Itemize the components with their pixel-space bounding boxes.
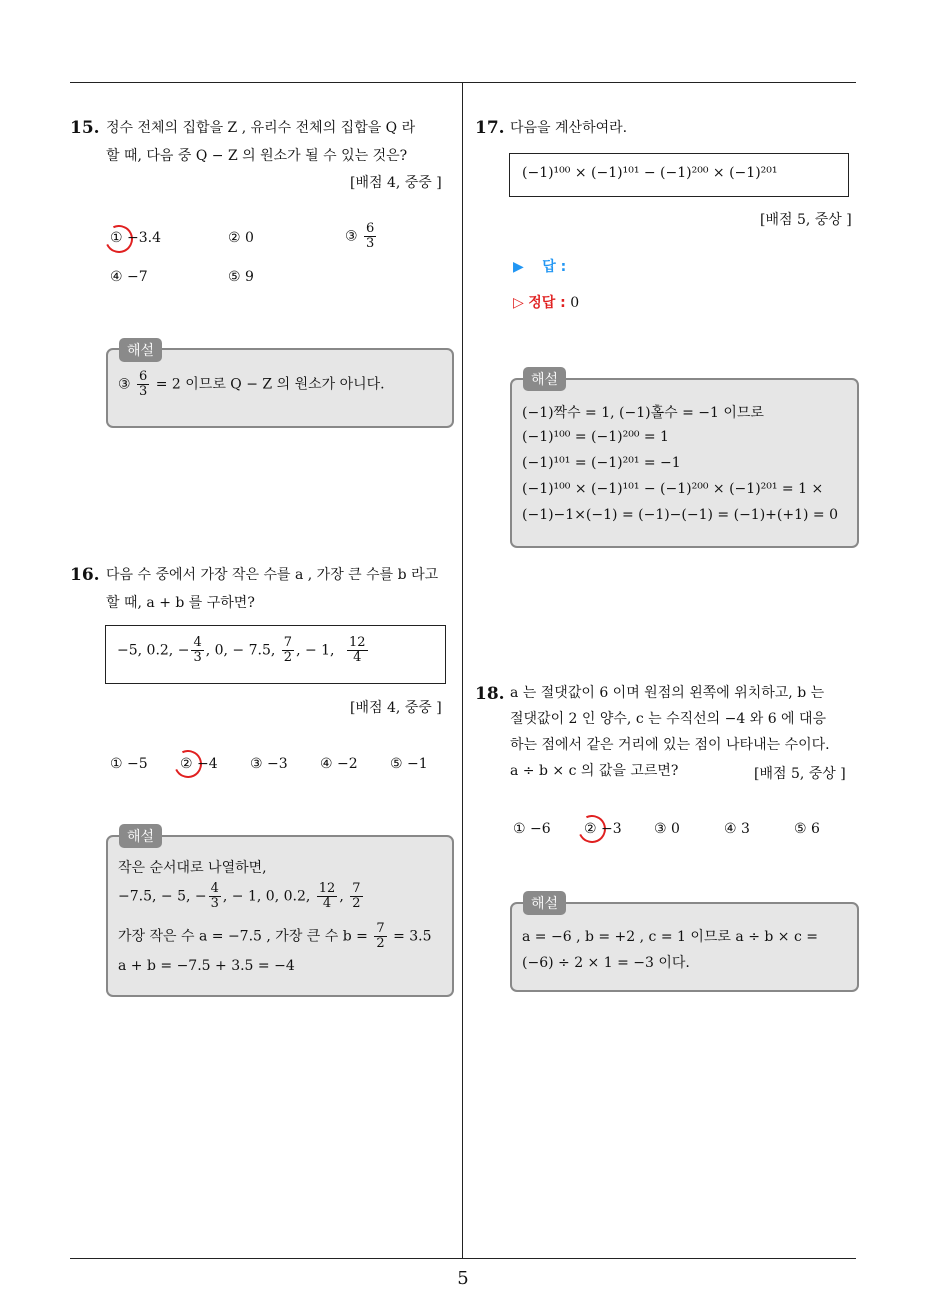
q17-number: 17. <box>475 118 505 138</box>
fraction <box>191 636 203 665</box>
text: , − 1, 0, 0.2, <box>222 888 311 905</box>
correct-label: 정답 : <box>528 295 566 311</box>
q15-option-3-fraction <box>364 222 376 251</box>
frac-num: 12 <box>348 635 366 650</box>
frac-den: 3 <box>139 384 148 399</box>
fraction <box>347 636 368 665</box>
fraction <box>282 636 294 665</box>
frac-num: 7 <box>283 635 293 650</box>
q16-line1: 다음 수 중에서 가장 작은 수를 a , 가장 큰 수를 b 라고 <box>106 567 439 583</box>
q18-option-3[interactable]: ③ 0 <box>654 821 680 837</box>
q15-line1: 정수 전체의 집합을 Z , 유리수 전체의 집합을 Q 라 <box>106 120 416 136</box>
frac-den: 2 <box>283 650 293 665</box>
q15-option-1[interactable]: ① −3.4 <box>110 230 161 246</box>
text: = 3.5 <box>393 928 432 945</box>
q15-option-2[interactable]: ② 0 <box>228 230 254 246</box>
text: −7.5, − 5, − <box>118 888 207 905</box>
q18-solution-tag: 해설 <box>523 891 566 915</box>
q18-solution-box <box>510 902 859 992</box>
q16-solution-line1: 작은 순서대로 나열하면, <box>118 860 267 876</box>
page-number: 5 <box>457 1268 469 1289</box>
q16-line2: 할 때, a + b 를 구하면? <box>106 595 255 611</box>
q15-line2: 할 때, 다음 중 Q − Z 의 원소가 될 수 있는 것은? <box>106 148 408 164</box>
fraction <box>374 922 386 951</box>
frac-den: 3 <box>193 650 202 665</box>
q16-option-3[interactable]: ③ −3 <box>250 756 288 772</box>
q17-solution-line4: (−1)¹⁰⁰ × (−1)¹⁰¹ − (−1)²⁰⁰ × (−1)²⁰¹ = 1 × <box>522 481 824 497</box>
q18-option-5[interactable]: ⑤ 6 <box>794 821 820 837</box>
q16-option-2[interactable]: ② −4 <box>180 756 218 772</box>
sol-fraction <box>137 370 149 399</box>
frac-den: 4 <box>353 650 362 665</box>
frac-den: 2 <box>352 896 361 911</box>
bottom-rule <box>70 1258 856 1259</box>
text: 가장 작은 수 a = −7.5 , 가장 큰 수 b = <box>118 928 368 945</box>
frac-num: 6 <box>139 369 148 384</box>
q18-option-4[interactable]: ④ 3 <box>724 821 750 837</box>
play-icon: ▶ <box>513 259 524 275</box>
q17-solution-line5: (−1)−1×(−1) = (−1)−(−1) = (−1)+(+1) = 0 <box>522 507 838 523</box>
q16-option-4[interactable]: ④ −2 <box>320 756 358 772</box>
q16-solution-line2 <box>118 882 365 911</box>
q16-solution-line4: a + b = −7.5 + 3.5 = −4 <box>118 958 295 974</box>
q15-score: [배점 4, 중중 ] <box>350 175 442 191</box>
q15-solution-line <box>118 370 385 399</box>
q15-option-3[interactable] <box>345 222 378 251</box>
q15-number: 15. <box>70 118 100 138</box>
q18-number: 18. <box>475 684 505 704</box>
column-divider <box>462 83 463 1258</box>
fraction <box>350 882 362 911</box>
q16-number: 16. <box>70 565 100 585</box>
q16-number-list <box>117 636 370 665</box>
q18-line4: a ÷ b × c 의 값을 고르면? <box>510 763 679 779</box>
q17-answer-row <box>513 256 566 276</box>
q16-option-5[interactable]: ⑤ −1 <box>390 756 428 772</box>
fraction <box>209 882 221 911</box>
q18-line3: 하는 점에서 같은 거리에 있는 점이 나타내는 수이다. <box>510 737 830 753</box>
frac-den: 3 <box>210 896 219 911</box>
q15-solution-tag: 해설 <box>119 338 162 362</box>
frac-num: 12 <box>318 881 336 896</box>
q18-line1: a 는 절댓값이 6 이며 원점의 왼쪽에 위치하고, b 는 <box>510 685 825 701</box>
text: , <box>339 888 344 905</box>
correct-value: 0 <box>570 295 580 311</box>
q15-option-5[interactable]: ⑤ 9 <box>228 269 254 285</box>
text: −5, 0.2, − <box>117 642 190 659</box>
text: , − 1, <box>296 642 335 659</box>
frac-den: 3 <box>366 236 375 251</box>
q17-solution-line1: (−1)짝수 = 1, (−1)홀수 = −1 이므로 <box>522 405 764 421</box>
q18-score: [배점 5, 중상 ] <box>754 766 846 782</box>
q15-option-4[interactable]: ④ −7 <box>110 269 148 285</box>
q17-score: [배점 5, 중상 ] <box>760 212 852 228</box>
q16-score: [배점 4, 중중 ] <box>350 700 442 716</box>
q18-option-1[interactable]: ① −6 <box>513 821 551 837</box>
q16-solution-line3 <box>118 922 432 951</box>
q17-correct-row <box>513 292 579 312</box>
frac-den: 2 <box>376 936 385 951</box>
q16-solution-tag: 해설 <box>119 824 162 848</box>
sol-prefix: ③ <box>118 376 131 393</box>
q18-solution-line1: a = −6 , b = +2 , c = 1 이므로 a ÷ b × c = <box>522 929 818 945</box>
text: , 0, − 7.5, <box>205 642 276 659</box>
frac-num: 4 <box>210 881 219 896</box>
q15-option-3-label: ③ <box>345 228 358 245</box>
outline-play-icon: ▷ <box>513 295 524 311</box>
frac-num: 6 <box>366 221 375 236</box>
frac-num: 7 <box>376 921 385 936</box>
q17-solution-line3: (−1)¹⁰¹ = (−1)²⁰¹ = −1 <box>522 455 681 471</box>
frac-num: 4 <box>193 635 202 650</box>
answer-label: 답 : <box>542 259 567 275</box>
sol-rest: = 2 이므로 Q − Z 의 원소가 아니다. <box>155 376 385 393</box>
q18-solution-line2: (−6) ÷ 2 × 1 = −3 이다. <box>522 955 690 971</box>
fraction <box>317 882 338 911</box>
q17-solution-line2: (−1)¹⁰⁰ = (−1)²⁰⁰ = 1 <box>522 429 669 445</box>
q18-option-2[interactable]: ② −3 <box>584 821 622 837</box>
top-rule <box>70 82 856 83</box>
q17-expression: (−1)¹⁰⁰ × (−1)¹⁰¹ − (−1)²⁰⁰ × (−1)²⁰¹ <box>522 165 778 181</box>
q17-solution-tag: 해설 <box>523 367 566 391</box>
q16-option-1[interactable]: ① −5 <box>110 756 148 772</box>
frac-num: 7 <box>352 881 361 896</box>
q18-line2: 절댓값이 2 인 양수, c 는 수직선의 −4 와 6 에 대응 <box>510 711 827 727</box>
frac-den: 4 <box>322 896 332 911</box>
q17-text: 다음을 계산하여라. <box>510 120 628 136</box>
